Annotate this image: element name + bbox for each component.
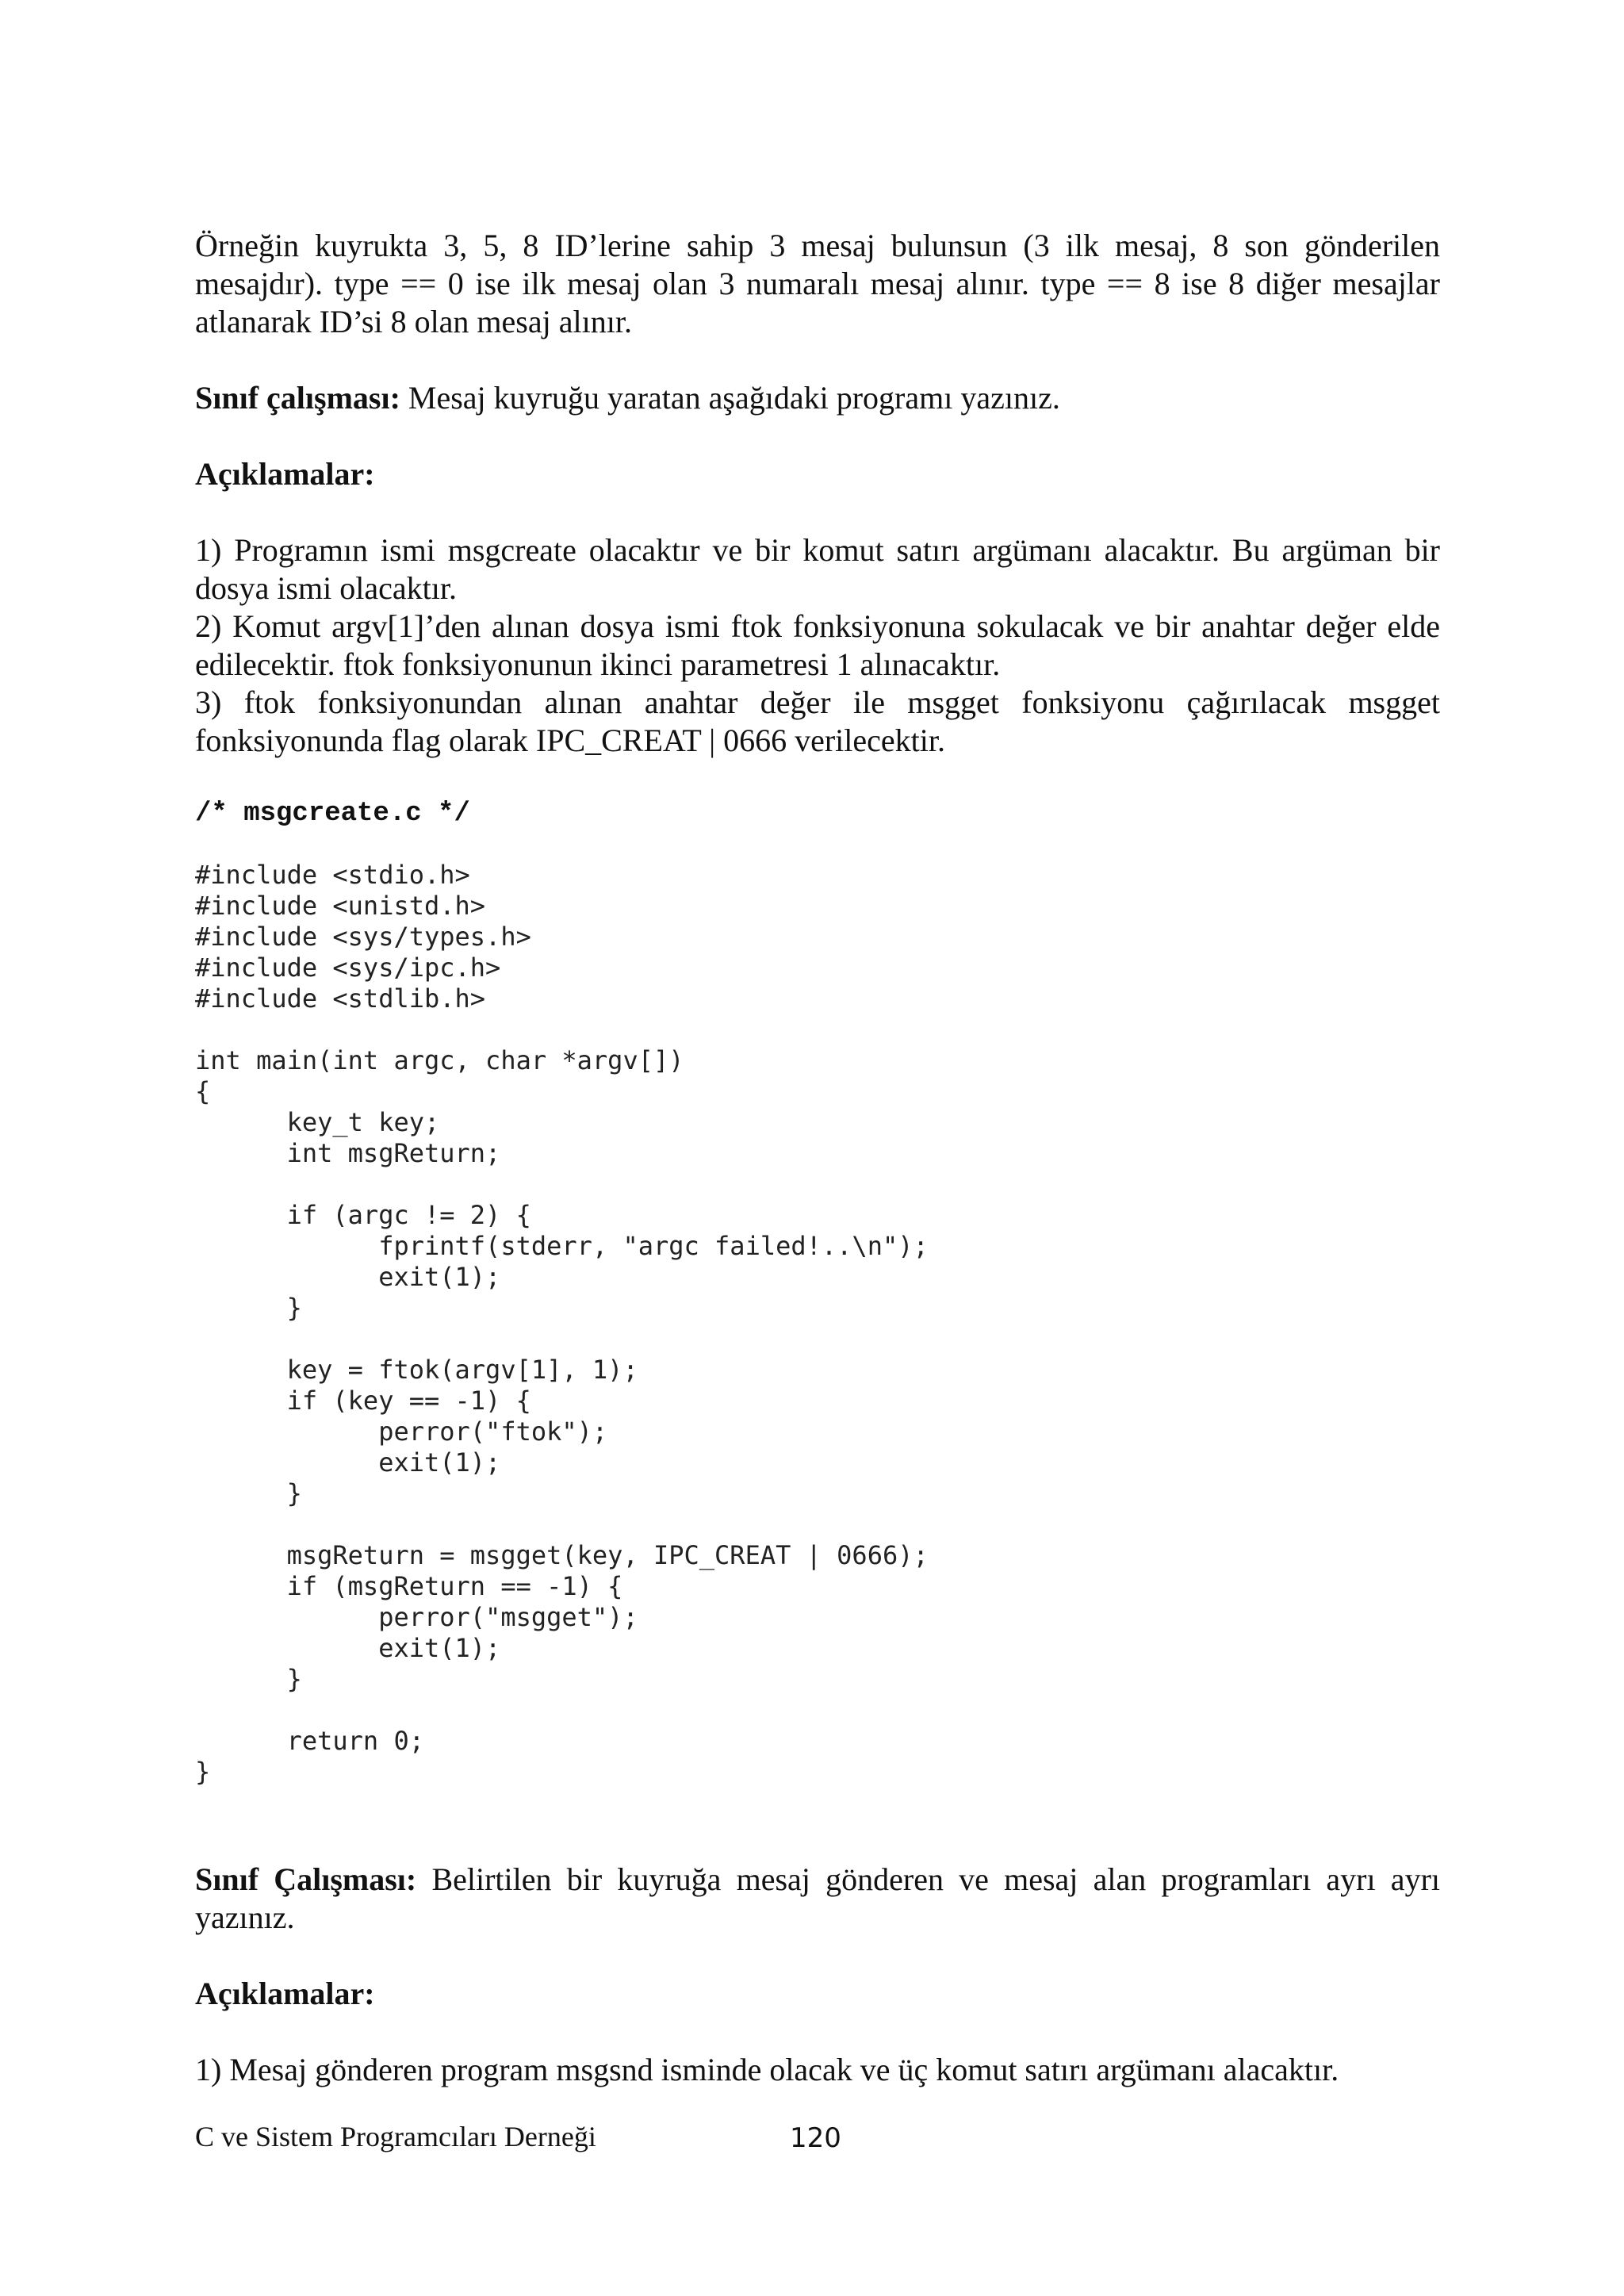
exercise-2-text: Belirtilen bir kuyruğa mesaj gönderen ve mesaj alan programları ayrı ayrı yazınız. bbox=[195, 1861, 1440, 1935]
spacer bbox=[195, 2013, 1440, 2051]
exercise-1-label: Sınıf çalışması: bbox=[195, 380, 400, 416]
spacer bbox=[195, 417, 1440, 455]
explanations-1-heading: Açıklamalar: bbox=[195, 456, 375, 492]
page-number: 120 bbox=[790, 2122, 841, 2154]
explanation-item-2: 2) Komut argv[1]’den alınan dosya ismi ftok fonksiyonuna sokulacak ve bir anahtar değer elde edilecektir. ftok fonksiyonunun ikinci parametresi 1 alınacaktır. bbox=[195, 608, 1440, 682]
explanations-2-heading: Açıklamalar: bbox=[195, 1976, 375, 2011]
code-listing: #include <stdio.h> #include <unistd.h> #include <sys/types.h> #include <sys/ipc.h> #include <stdlib.h> int main(int argc, char *argv[]) { key_t key; int msgReturn; if (argc != 2) { fprintf(stderr, "argc failed!..\n"); exit(1); } key = ftok(argv[1], 1); if (key == -1) { perror("ftok"); exit(1); } msgReturn = msgget(key, IPC_CREAT | 0666); if (msgReturn == -1) { perror("msgget"); exit(1); } return 0; } bbox=[195, 860, 929, 1787]
exercise-1-paragraph bbox=[195, 379, 1440, 417]
explanation-item-3: 3) ftok fonksiyonundan alınan anahtar değer ile msgget fonksiyonu çağırılacak msgget fonksiyonunda flag olarak IPC_CREAT | 0666 verilecektir. bbox=[195, 684, 1440, 758]
footer-organization: C ve Sistem Programcıları Derneği bbox=[195, 2121, 596, 2152]
exercise-1-text: Mesaj kuyruğu yaratan aşağıdaki programı yazınız. bbox=[400, 380, 1060, 416]
spacer bbox=[195, 1937, 1440, 1975]
spacer bbox=[195, 493, 1440, 531]
exercise-2-paragraph bbox=[195, 1861, 1440, 1937]
explanation-item-1: 1) Programın ismi msgcreate olacaktır ve bir komut satırı argümanı alacaktır. Bu argüman bir dosya ismi olacaktır. bbox=[195, 532, 1440, 606]
page-content bbox=[195, 227, 1440, 2089]
code-title: /* msgcreate.c */ bbox=[195, 799, 470, 829]
spacer bbox=[195, 1788, 1440, 1861]
spacer bbox=[195, 760, 1440, 798]
explanation-item-4: 1) Mesaj gönderen program msgsnd isminde olacak ve üç komut satırı argümanı alacaktır. bbox=[195, 2052, 1339, 2087]
spacer bbox=[195, 830, 1440, 860]
exercise-2-label: Sınıf Çalışması: bbox=[195, 1861, 417, 1897]
spacer bbox=[195, 341, 1440, 379]
intro-paragraph: Örneğin kuyrukta 3, 5, 8 ID’lerine sahip 3 mesaj bulunsun (3 ilk mesaj, 8 son gönderilen mesajdır). type == 0 ise ilk mesaj olan 3 numaralı mesaj alınır. type == 8 ise 8 diğer mesajlar atlanarak ID’si 8 olan mesaj alınır. bbox=[195, 228, 1440, 339]
